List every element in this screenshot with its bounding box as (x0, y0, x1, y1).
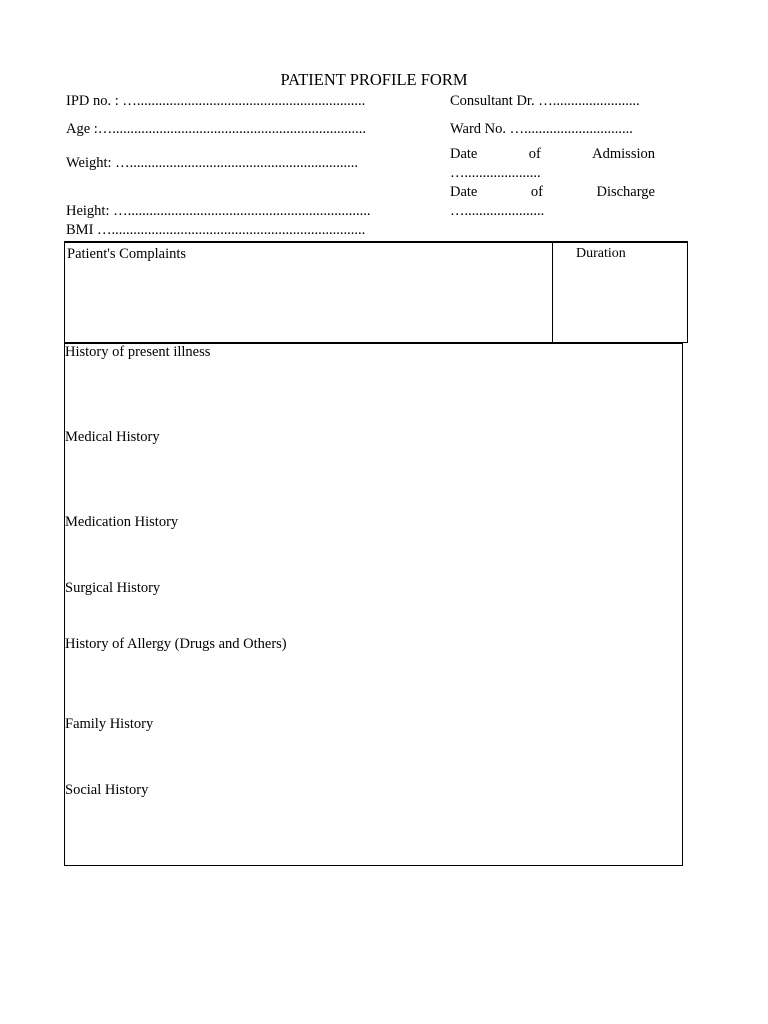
discharge-word-discharge: Discharge (596, 184, 655, 200)
history-box (64, 342, 683, 866)
ward-number-field: Ward No. ….............................. (450, 121, 633, 137)
bmi-field: BMI …...................................................................... (66, 222, 366, 238)
medication-history-label: Medication History (65, 514, 179, 530)
duration-header: Duration (576, 246, 626, 261)
discharge-word-of: of (530, 184, 543, 200)
complaints-header: Patient's Complaints (67, 246, 187, 262)
allergy-history-label: History of Allergy (Drugs and Others) (65, 636, 287, 652)
complaints-column-divider (552, 241, 553, 343)
admission-date-blank: …..................... (450, 165, 541, 181)
form-title: PATIENT PROFILE FORM (280, 70, 468, 89)
admission-word-date: Date (450, 146, 478, 162)
admission-word-admission: Admission (592, 146, 655, 162)
height-field: Height: …................................................................... (66, 203, 371, 219)
age-field: Age :…...................................................................... (66, 121, 367, 137)
discharge-date-blank: …...................... (450, 203, 545, 219)
social-history-label: Social History (65, 782, 149, 798)
surgical-history-label: Surgical History (65, 580, 161, 596)
discharge-date-label (450, 185, 655, 200)
ipd-number-field: IPD no. : …............................................................... (66, 93, 366, 109)
weight-field: Weight: …............................................................... (66, 155, 359, 171)
admission-date-label (450, 147, 655, 162)
admission-word-of: of (528, 146, 541, 162)
discharge-word-date: Date (450, 184, 478, 200)
family-history-label: Family History (65, 716, 154, 732)
medical-history-label: Medical History (65, 429, 160, 445)
present-illness-label: History of present illness (65, 344, 211, 360)
consultant-field: Consultant Dr. …........................ (450, 93, 640, 109)
